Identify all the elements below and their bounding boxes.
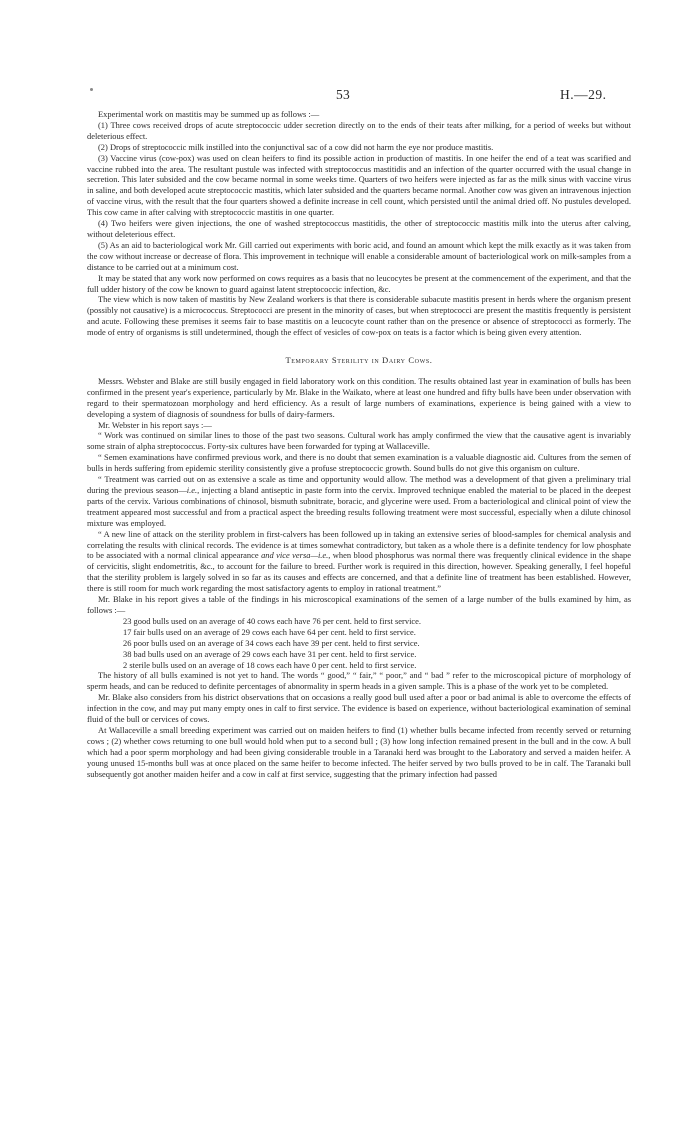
italic-ie: i.e. <box>186 485 198 495</box>
quote-text: “ A new line of attack on the sterility problem in first-calvers has been followed up in taking an extensive series of blood-samples for chemical analysis and correlating the results with clinical records. The evidence is at times somewhat contradictory, but taken as a whole there is a definite tendency for low phosphate to be associated with a normal clinical appearance <box>87 528 631 561</box>
blake-table-intro: Mr. Blake in his report gives a table of the findings in his microscopical examinations of the semen of a large number of the bulls examined by him, as follows :— <box>87 594 631 615</box>
bull-finding-bad: 38 bad bulls used on an average of 29 cows each have 31 per cent. held to first service. <box>123 648 417 659</box>
webster-quote-treatment <box>87 474 631 529</box>
mastitis-point-3: (3) Vaccine virus (cow-pox) was used on clean heifers to find its possible action in production of mastitis. In one heifer the end of a teat was scarified and vaccine rubbed into the area. The resultant pustule was infected with streptococcus mastitidis and an infection of the quarter occurred with the usual change in secretion. This later subsided and the cow became normal in some weeks time. Quarters of two heifers were injected as far as the milk sinus with vaccine virus in saline, and both developed acute streptococcic mastitis, which later subsided and the quarters became normal. Another cow was given an intravenous injection of vaccine virus, with the result that the four quarters showed a definite increase in cell count, which persisted until the animal dried off. No pustules developed. This cow came in after calving with streptococcic mastitis in one quarter. <box>87 152 631 218</box>
mastitis-view: The view which is now taken of mastitis by New Zealand workers is that there is considerable subacute mastitis present in herds where the organism present (possibly not causative) is a micrococcus. Streptococci are present in the minority of cases, but when streptococci are present the mastitis frequently is persistent and acute. Following these premises it seems fair to base mastitis on a leucocyte count rather than on the presence or absence of streptococci as formerly. The mode of entry of organisms is still undetermined, though the effect of vesicles of cow-pox on teats is a factor which is being given every attention. <box>87 294 631 338</box>
bull-finding-good: 23 good bulls used on an average of 40 cows each have 76 per cent. held to first service. <box>123 615 422 626</box>
bull-history: The history of all bulls examined is not yet to hand. The words “ good,” “ fair,” “ poor,” and “ bad ” refer to the microscopical picture of morphology of sperm heads, and can be reduced to definite percentages of abnormality in sperm heads in a given sample. This is a phase of the work yet to be completed. <box>87 670 631 692</box>
mastitis-point-4: (4) Two heifers were given injections, the one of washed streptococcus mastitidis, the other of streptococcic mastitis milk into the uterus after calving, without deleterious effect. <box>87 218 631 239</box>
mastitis-intro: Experimental work on mastitis may be summed up as follows :— <box>98 109 320 119</box>
quote-text: , when blood phosphorus was normal there was frequently clinical evidence in the shape of cervicitis, slight endometritis, &c., to account for the failure to breed. Further work is required in this direction, however. Speaking generally, I feel hopeful that the sterility problem is largely solved in so far as its causes and effects are concerned, and that a definite line of treatment has been established. However, there is still room for much work regarding the most satisfactory agents to employ in rational treatment.” <box>87 550 631 594</box>
body-text <box>87 109 631 779</box>
italic-vice-versa: and vice versa—i.e. <box>261 550 329 561</box>
section-heading: Temporary Sterility in Dairy Cows. <box>285 355 433 366</box>
margin-dot <box>90 88 93 91</box>
webster-quote-semen: “ Semen examinations have confirmed previous work, and there is no doubt that semen examination is a valuable diagnostic aid. Cultures from the semen of bulls in herds suffering from epidemic sterility consistently give a profuse streptococcic growth. Sound bulls do not give this organism on culture. <box>87 452 631 474</box>
blake-considers: Mr. Blake also considers from his district observations that on occasions a really good bull used after a poor or bad animal is able to overcome the effects of infection in the cow, and may put many empty ones in calf to first service. The evidence is based on experience, without bacteriological examination of seminal fluid of the bull or cervices of cows. <box>87 692 631 725</box>
webster-quote-cultural: “ Work was continued on similar lines to those of the past two seasons. Cultural work has amply confirmed the view that the causative agent is invariably some strain of alpha streptococcus. Forty-six cultures have been forwarded for typing at Wallaceville. <box>87 430 631 452</box>
bull-finding-poor: 26 poor bulls used on an average of 34 cows each have 39 per cent. held to first service. <box>123 637 420 648</box>
quote-text: “ Treatment was carried out on as extensive a scale as time and opportunity would allow. The method was a development of that given a preliminary trial during the previous season— <box>87 474 631 495</box>
sterility-intro: Messrs. Webster and Blake are still busily engaged in field laboratory work on this condition. The results obtained last year in examination of bulls has been confirmed in the present year's experience, particularly by Mr. Blake in the Waikato, where at least one hundred and fifty bulls have been under observation with regard to their spermatozoan morphology and herd efficiency. As a result of large numbers of examinations, experience is being gained with a view to developing a system of diagnosis of soundness for bulls of dairy-farmers. <box>87 375 631 419</box>
mastitis-point-5: (5) As an aid to bacteriological work Mr. Gill carried out experiments with boric acid, and found an amount which kept the milk exactly as it was taken from the cow without increase or decrease of flora. This improvement in technique will enable a considerable amount of bacteriological work on milk-samples from a distance to be carried out at a minimum cost. <box>87 239 631 272</box>
bull-finding-fair: 17 fair bulls used on an average of 29 cows each have 64 per cent. held to first service. <box>123 626 416 637</box>
document-reference: H.—29. <box>560 87 607 102</box>
wallaceville-experiment: At Wallaceville a small breeding experiment was carried out on maiden heifers to find (1) whether bulls became infected from recently served or returning cows ; (2) whether cows returning to one bull would hold when put to a second bull ; (3) how long infection remained present in the bull and in the cow. A bull which had a poor sperm morphology and had been giving considerable trouble in a Taranaki herd was brought to the Laboratory and served a maiden heifer. A young unused 15-months bull was at once placed on the same heifer to become infected. The heifer served by two bulls proved to be in calf. The Taranaki bull subsequently got another maiden heifer and a cow in calf at first service, suggesting that the primary infection had passed <box>87 724 631 779</box>
mastitis-point-1: (1) Three cows received drops of acute streptococcic udder secretion directly on to the ends of their teats after milking, for a period of weeks but without deleterious effect. <box>87 119 631 141</box>
quote-text: , injecting a bland antiseptic in paste form into the cervix. Improved technique enabled the material to be placed in the deepest parts of the cervix. Various combinations of chinosol, bismuth subnitrate, boracic, and glycerine were used. From a bacteriological and clinical point of view the treatment appeared most successful and from a practical aspect the breeding results following treatment were most successful, especially when a dilute chinosol mixture was employed. <box>87 485 631 528</box>
bull-finding-sterile: 2 sterile bulls used on an average of 18 cows each have 0 per cent. held to first service. <box>123 659 417 670</box>
page-number: 53 <box>336 87 351 102</box>
bull-findings-list <box>87 616 631 671</box>
mastitis-note: It may be stated that any work now performed on cows requires as a basis that no leucocytes be present at the commencement of the experiment, and that the full udder history of the cow be known to guard against latent streptococcic infection, &c. <box>87 272 631 294</box>
webster-quote-blood <box>87 529 631 594</box>
mastitis-point-2: (2) Drops of streptococcic milk instilled into the conjunctival sac of a cow did not harm the eye nor produce mastitis. <box>98 141 494 152</box>
webster-says: Mr. Webster in his report says :— <box>98 419 212 430</box>
